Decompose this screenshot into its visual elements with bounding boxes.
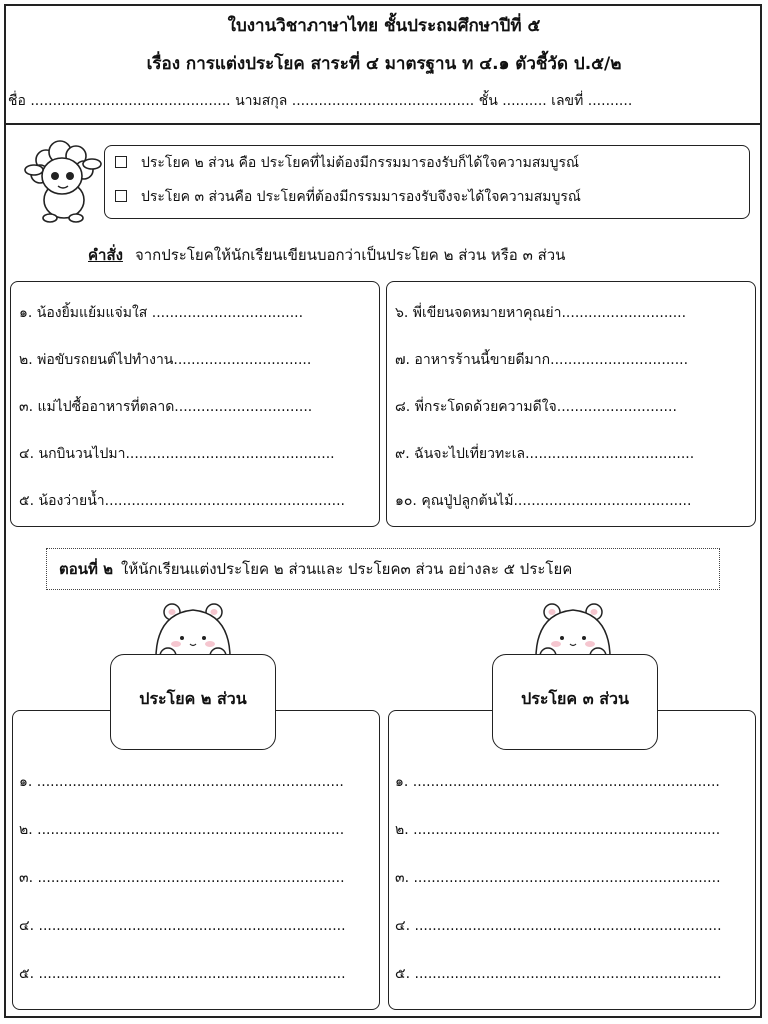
question-item[interactable]: ๓. แม่ไปซื้ออาหารที่ตลาด............................... — [19, 399, 313, 415]
sheep-mascot-icon — [16, 130, 112, 226]
answer-line[interactable]: ๓. ..................................................................... — [19, 870, 345, 886]
question-item[interactable]: ๕. น้องว่ายน้ำ...................................................... — [19, 493, 345, 509]
answer-line[interactable]: ๔. ..................................................................... — [395, 918, 722, 934]
answer-line[interactable]: ๒. ..................................................................... — [19, 822, 345, 838]
question-item[interactable]: ๑. น้องยิ้มแย้มแจ่มใส .................................. — [19, 305, 304, 321]
answer-line[interactable]: ๒. ..................................................................... — [395, 822, 721, 838]
part2-text: ให้นักเรียนแต่งประโยค ๒ ส่วนและ ประโยค๓ ส่วน อย่างละ ๕ ประโยค — [121, 560, 573, 578]
question-item[interactable]: ๘. พี่กระโดดด้วยความดีใจ........................... — [395, 399, 677, 415]
definition-item — [115, 186, 581, 208]
worksheet-title: ใบงานวิชาภาษาไทย ชั้นประถมศึกษาปีที่ ๕ — [227, 16, 541, 36]
instruction-label: คำสั่ง — [88, 246, 123, 264]
definition-box — [104, 145, 750, 219]
header-divider — [4, 123, 762, 125]
answer-line[interactable]: ๕. ..................................................................... — [395, 966, 722, 982]
part2-instruction — [46, 548, 720, 590]
part2-label: ตอนที่ ๒ — [59, 560, 114, 578]
question-item[interactable]: ๔. นกบินวนไปมา............................................... — [19, 446, 335, 462]
sign-heading-2-part: ประโยค ๒ ส่วน — [110, 654, 276, 750]
answer-line[interactable]: ๑. ..................................................................... — [395, 774, 720, 790]
answer-line[interactable]: ๑. ..................................................................... — [19, 774, 344, 790]
question-item[interactable]: ๑๐. คุณปู่ปลูกต้นไม้........................................ — [395, 493, 692, 509]
student-info-line: ชื่อ ............................................. นามสกุล ......................................... ชั้น .......... เลขที่ .......... — [8, 93, 633, 109]
questions-box-right — [386, 281, 756, 527]
checkbox-icon — [115, 190, 127, 202]
instruction — [88, 243, 565, 267]
answer-line[interactable]: ๔. ..................................................................... — [19, 918, 346, 934]
question-item[interactable]: ๖. พี่เขียนจดหมายหาคุณย่า............................ — [395, 305, 687, 321]
question-item[interactable]: ๒. พ่อขับรถยนต์ไปทำงาน............................... — [19, 352, 312, 368]
answer-line[interactable]: ๓. ..................................................................... — [395, 870, 721, 886]
question-item[interactable]: ๙. ฉันจะไปเที่ยวทะเล...................................... — [395, 446, 695, 462]
definition-text: ประโยค ๓ ส่วนคือ ประโยคที่ต้องมีกรรมมารองรับจึงจะได้ใจความสมบูรณ์ — [141, 189, 581, 205]
answer-box-left — [12, 710, 380, 1010]
question-item[interactable]: ๗. อาหารร้านนี้ขายดีมาก............................... — [395, 352, 689, 368]
definition-text: ประโยค ๒ ส่วน คือ ประโยคที่ไม่ต้องมีกรรมมารองรับก็ได้ใจความสมบูรณ์ — [141, 155, 580, 171]
checkbox-icon — [115, 156, 127, 168]
answer-line[interactable]: ๕. ..................................................................... — [19, 966, 346, 982]
sign-heading-3-part: ประโยค ๓ ส่วน — [492, 654, 658, 750]
questions-box-left — [10, 281, 380, 527]
instruction-text: จากประโยคให้นักเรียนเขียนบอกว่าเป็นประโยค ๒ ส่วน หรือ ๓ ส่วน — [134, 246, 566, 264]
definition-item — [115, 152, 579, 174]
answer-box-right — [388, 710, 756, 1010]
worksheet-subtitle: เรื่อง การแต่งประโยค สาระที่ ๔ มาตรฐาน ท ๔.๑ ตัวชี้วัด ป.๕/๒ — [146, 54, 622, 74]
